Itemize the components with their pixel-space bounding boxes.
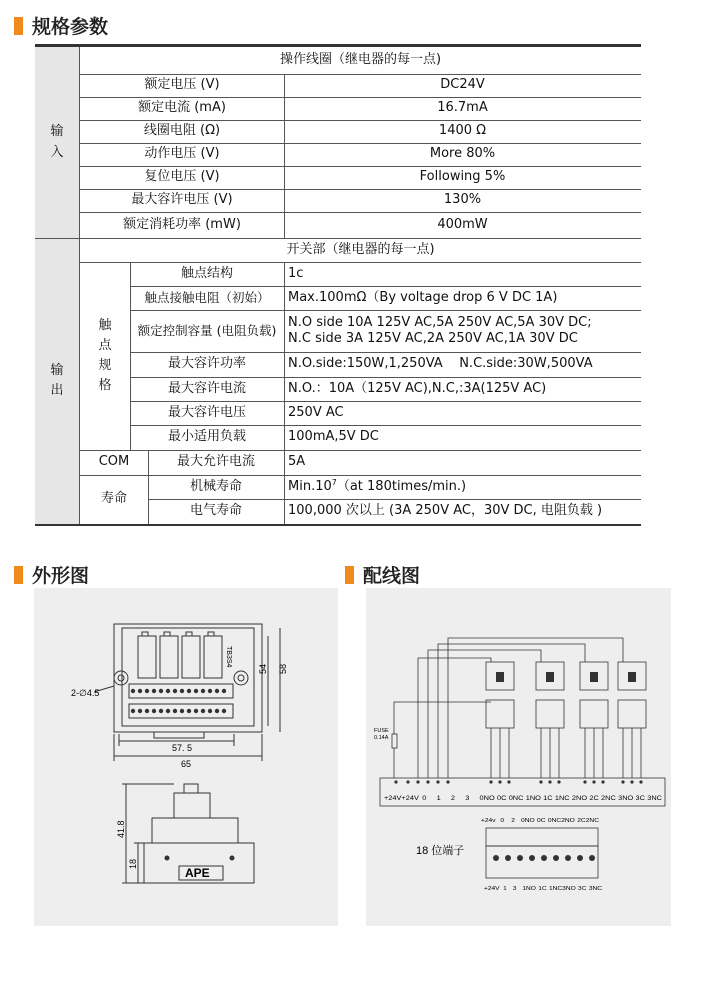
terminal-block-body xyxy=(486,846,598,878)
relay-contact xyxy=(580,700,608,728)
electrical-life-label: 电气寿命 xyxy=(189,503,242,519)
terminal-labels: +24V +24V 0 1 2 3 0NO 0C 0NC 1NO 1C 1NC 2NO 2C 2NC 3NO 3C 3NC xyxy=(384,795,661,802)
contact-group-label: 触 点 规 格 xyxy=(98,317,112,394)
grid-line xyxy=(284,74,285,238)
com-group-label: COM xyxy=(98,454,130,470)
contact-label: 最大容许功率 xyxy=(167,356,246,372)
section-marker xyxy=(14,566,23,584)
spec-section-header xyxy=(14,12,108,39)
relay-contact xyxy=(618,700,646,728)
mechanical-life-value: Min.10 $^7$ （at 180times/min.) xyxy=(288,478,467,494)
relay-body xyxy=(204,636,222,678)
outline-drawing xyxy=(34,588,338,926)
block-label: 18 位端子 xyxy=(416,845,465,857)
grid-line xyxy=(80,97,641,98)
grid-line xyxy=(35,238,641,239)
input-header: 操作线圈（继电器的每一点) xyxy=(279,52,442,68)
input-label: 额定电压 (V) xyxy=(144,77,220,93)
model-label: TB3S4 xyxy=(225,646,232,668)
relay-tab xyxy=(164,632,170,636)
contact-value: 250V AC xyxy=(288,404,344,420)
grid-line xyxy=(284,262,285,524)
section-marker xyxy=(345,566,354,584)
fuse-label: FUSE xyxy=(374,728,389,734)
grid-line xyxy=(80,189,641,190)
relay-contact xyxy=(486,700,514,728)
contact-value: N.O.side:150W,1,250VA N.C.side:30W,500VA xyxy=(288,356,593,372)
input-value: 400mW xyxy=(437,216,488,232)
input-value: Following 5% xyxy=(419,169,506,185)
electrical-life-value: 100,000 次以上 (3A 250V AC，30V DC, 电阻负载 ) xyxy=(288,503,603,519)
terminal-block-side xyxy=(152,818,238,843)
section-marker xyxy=(14,17,23,35)
grid-line xyxy=(130,401,641,402)
base-height-dim: 18 xyxy=(128,858,138,869)
outline-drawing-panel xyxy=(34,588,338,926)
contact-value: N.O.：10A（125V AC),N.C,:3A(125V AC) xyxy=(288,380,547,396)
spec-section-title: 规格参数 xyxy=(32,16,109,38)
relay-body xyxy=(182,636,200,678)
relay-contact xyxy=(536,700,564,728)
contact-label: 最大容许电流 xyxy=(167,380,246,396)
relay-body xyxy=(160,636,178,678)
relay-tab xyxy=(142,632,148,636)
contact-label: 最小适用负载 xyxy=(167,429,246,445)
input-value: DC24V xyxy=(440,77,485,93)
input-value: 16.7mA xyxy=(437,100,488,116)
grid-line xyxy=(130,425,641,426)
contact-value: 100mA,5V DC xyxy=(288,429,379,445)
grid-line xyxy=(80,166,641,167)
outline-section-title: 外形图 xyxy=(32,565,90,587)
grid-line xyxy=(80,450,641,451)
wiring-diagram xyxy=(366,588,671,926)
contact-label: 触点接触电阻（初始） xyxy=(144,290,270,306)
block-top-labels: +24v 0 2 0NO 0C 0NC 2NO 2C2NC xyxy=(481,818,597,824)
contact-label: 触点结构 xyxy=(180,265,233,281)
com-label: 最大允许电流 xyxy=(176,454,255,470)
relay-body xyxy=(138,636,156,678)
input-side-label: 输 入 xyxy=(35,47,79,238)
hole-label: 2-∅4.5 xyxy=(71,688,100,698)
input-label: 额定电流 (mA) xyxy=(138,100,226,116)
contact-value: 1c xyxy=(288,265,304,281)
relay-side xyxy=(174,793,210,818)
contact-label: 额定控制容量 (电阻负载) xyxy=(137,323,277,339)
life-group-label: 寿命 xyxy=(100,491,127,507)
outer-width-dim: 65 xyxy=(181,759,192,769)
fuse-rating: 0.14A xyxy=(374,735,389,741)
table-bottom-rule xyxy=(35,524,641,526)
relay-tab xyxy=(186,632,192,636)
grid-line xyxy=(80,120,641,121)
block-bottom-labels: +24V 1 3 1NO 1C 1NC 3NO 3C 3NC xyxy=(484,886,600,892)
input-label: 线圈电阻 (Ω) xyxy=(143,123,221,139)
mount-hole-icon xyxy=(114,671,128,685)
input-value: 130% xyxy=(443,192,482,208)
wiring-section-title: 配线图 xyxy=(363,565,421,587)
grid-line xyxy=(130,262,131,450)
inner-width-dim: 57. 5 xyxy=(172,743,193,753)
contact-label: 最大容许电压 xyxy=(167,404,246,420)
contact-value: Max.100mΩ（By voltage drop 6 V DC 1A) xyxy=(288,289,558,305)
inner-height-dim: 54 xyxy=(258,663,268,674)
com-value: 5A xyxy=(288,454,306,470)
contact-value: N.O side 10A 125V AC,5A 250V AC,5A 30V DC; N.C side 3A 125V AC,2A 250V AC,1A 30V DC xyxy=(288,314,592,346)
terminal-block-top xyxy=(486,828,598,846)
mount-hole-icon xyxy=(234,671,248,685)
wiring-section-header xyxy=(345,561,420,588)
input-label: 动作电压 (V) xyxy=(144,146,220,162)
grid-line xyxy=(130,310,641,311)
grid-line xyxy=(148,450,149,524)
grid-line xyxy=(80,74,641,75)
input-label: 复位电压 (V) xyxy=(144,169,220,185)
relay-tab xyxy=(208,632,214,636)
total-height-dim: 41.8 xyxy=(116,820,126,838)
grid-line xyxy=(148,499,641,500)
din-clip xyxy=(154,732,204,738)
outline-section-header xyxy=(14,561,89,588)
grid-line xyxy=(79,47,80,524)
grid-line xyxy=(80,143,641,144)
brand-logo: APE xyxy=(185,866,210,880)
output-side-label: 输 出 xyxy=(35,238,79,524)
grid-line xyxy=(80,262,641,263)
fuse-icon xyxy=(392,734,397,748)
grid-line xyxy=(80,475,641,476)
outer-height-dim: 58 xyxy=(278,663,288,674)
grid-line xyxy=(80,212,641,213)
mechanical-life-label: 机械寿命 xyxy=(189,478,242,494)
input-value: 1400 Ω xyxy=(438,123,487,139)
input-label: 额定消耗功率 (mW) xyxy=(123,216,241,232)
wiring-diagram-panel xyxy=(366,588,671,926)
grid-line xyxy=(130,377,641,378)
input-label: 最大容许电压 (V) xyxy=(131,192,233,208)
input-value: More 80% xyxy=(429,146,496,162)
grid-line xyxy=(130,352,641,353)
output-header: 开关部（继电器的每一点) xyxy=(286,241,435,257)
grid-line xyxy=(130,286,641,287)
